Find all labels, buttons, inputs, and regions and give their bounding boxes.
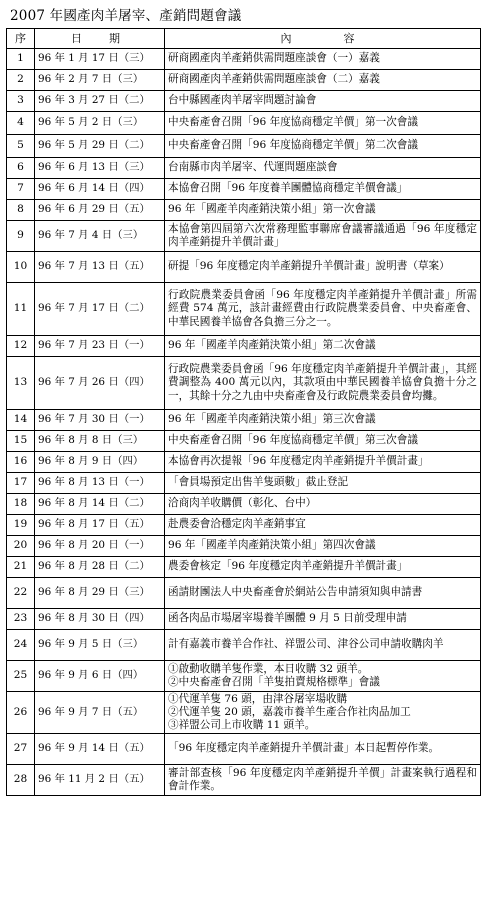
table-header-row bbox=[7, 29, 481, 49]
content-line: 研提「96 年度穩定肉羊產銷提升羊價計畫」說明書（草案） bbox=[168, 260, 450, 273]
row-content bbox=[165, 536, 481, 557]
content-line: ①啟動收購羊隻作業，本日收購 32 頭羊。 bbox=[168, 662, 369, 675]
row-number: 10 bbox=[7, 252, 35, 283]
row-content bbox=[165, 112, 481, 135]
row-number: 28 bbox=[7, 765, 35, 796]
row-date: 96 年 8 月 20 日（一） bbox=[35, 536, 165, 557]
table-row bbox=[7, 431, 481, 452]
content-line: 赴農委會洽穩定肉羊產銷事宜 bbox=[168, 518, 306, 531]
row-date: 96 年 9 月 5 日（三） bbox=[35, 630, 165, 661]
table-row bbox=[7, 252, 481, 283]
row-date: 96 年 5 月 2 日（三） bbox=[35, 112, 165, 135]
row-content bbox=[165, 473, 481, 494]
header-number: 序 bbox=[7, 29, 35, 49]
row-number: 19 bbox=[7, 515, 35, 536]
content-line: 台南縣市肉羊屠宰、代運問題座談會 bbox=[168, 161, 338, 174]
document-title: 2007 年國產肉羊屠宰、產銷問題會議 bbox=[10, 8, 242, 24]
content-line: 96 年「國產羊肉產銷決策小組」第二次會議 bbox=[168, 339, 376, 352]
row-date: 96 年 2 月 7 日（三） bbox=[35, 70, 165, 91]
row-content bbox=[165, 200, 481, 221]
table-row bbox=[7, 494, 481, 515]
content-line: 研商國產肉羊產銷供需問題座談會（一）嘉義 bbox=[168, 52, 380, 65]
content-line: 台中縣國產肉羊屠宰問題討論會 bbox=[168, 94, 317, 107]
row-date: 96 年 6 月 29 日（五） bbox=[35, 200, 165, 221]
row-number: 2 bbox=[7, 70, 35, 91]
content-line: 96 年「國產羊肉產銷決策小組」第四次會議 bbox=[168, 539, 376, 552]
table-row bbox=[7, 734, 481, 765]
row-number: 26 bbox=[7, 692, 35, 734]
table-row bbox=[7, 536, 481, 557]
content-line: 96 年「國產羊肉產銷決策小組」第一次會議 bbox=[168, 203, 376, 216]
table-row bbox=[7, 91, 481, 112]
row-number: 13 bbox=[7, 357, 35, 410]
table-row bbox=[7, 179, 481, 200]
row-date: 96 年 9 月 6 日（四） bbox=[35, 661, 165, 692]
row-content bbox=[165, 630, 481, 661]
row-content bbox=[165, 734, 481, 765]
row-content bbox=[165, 452, 481, 473]
table-row bbox=[7, 578, 481, 609]
row-number: 8 bbox=[7, 200, 35, 221]
row-content bbox=[165, 135, 481, 158]
row-content bbox=[165, 179, 481, 200]
table-row bbox=[7, 661, 481, 692]
row-date: 96 年 7 月 26 日（四） bbox=[35, 357, 165, 410]
row-number: 6 bbox=[7, 158, 35, 179]
row-content bbox=[165, 765, 481, 796]
row-number: 22 bbox=[7, 578, 35, 609]
content-line: 「會員場預定出售羊隻頭數」截止登記 bbox=[168, 476, 349, 489]
content-line: ③祥盟公司上市收購 11 頭羊。 bbox=[168, 719, 316, 732]
row-date: 96 年 8 月 8 日（三） bbox=[35, 431, 165, 452]
content-line: 研商國產肉羊產銷供需問題座談會（二）嘉義 bbox=[168, 73, 380, 86]
content-line: 計有嘉義市養羊合作社、祥盟公司、津谷公司申請收購肉羊 bbox=[168, 638, 444, 651]
row-content bbox=[165, 410, 481, 431]
content-line: 審計部查核「96 年度穩定肉羊產銷提升羊價」計畫案執行過程和會計作業。 bbox=[168, 766, 477, 792]
row-number: 17 bbox=[7, 473, 35, 494]
row-number: 12 bbox=[7, 336, 35, 357]
row-date: 96 年 6 月 14 日（四） bbox=[35, 179, 165, 200]
row-date: 96 年 8 月 29 日（三） bbox=[35, 578, 165, 609]
row-date: 96 年 8 月 17 日（五） bbox=[35, 515, 165, 536]
row-content bbox=[165, 557, 481, 578]
content-line: 洽商肉羊收購價（彰化、台中） bbox=[168, 497, 317, 510]
row-content bbox=[165, 91, 481, 112]
content-line: 96 年「國產羊肉產銷決策小組」第三次會議 bbox=[168, 413, 376, 426]
row-content bbox=[165, 661, 481, 692]
row-number: 5 bbox=[7, 135, 35, 158]
content-line: 本協會召開「96 年度養羊團體協商穩定羊價會議」 bbox=[168, 182, 408, 195]
row-content bbox=[165, 431, 481, 452]
content-line: ②中央畜產會召開「羊隻拍賣規格標準」會議 bbox=[168, 676, 380, 688]
table-row bbox=[7, 221, 481, 252]
row-date: 96 年 7 月 13 日（五） bbox=[35, 252, 165, 283]
row-content bbox=[165, 692, 481, 734]
row-number: 14 bbox=[7, 410, 35, 431]
row-date: 96 年 11 月 2 日（五） bbox=[35, 765, 165, 796]
content-line: 中央畜產會召開「96 年度協商穩定羊價」第二次會議 bbox=[168, 139, 418, 152]
content-line: 本協會再次提報「96 年度穩定肉羊產銷提升羊價計畫」 bbox=[168, 455, 429, 468]
row-content bbox=[165, 70, 481, 91]
content-line: 農委會核定「96 年度穩定肉羊產銷提升羊價計畫」 bbox=[168, 560, 408, 573]
row-content bbox=[165, 158, 481, 179]
content-line: 函請財團法人中央畜產會於網站公告申請須知與申請書 bbox=[168, 586, 423, 599]
table-row bbox=[7, 49, 481, 70]
content-line: ①代運羊隻 76 頭，由津谷屠宰場收購 bbox=[168, 692, 348, 705]
row-date: 96 年 7 月 17 日（二） bbox=[35, 283, 165, 336]
content-line: 「96 年度穩定肉羊產銷提升羊價計畫」本日起暫停作業。 bbox=[168, 742, 440, 755]
row-number: 21 bbox=[7, 557, 35, 578]
meeting-table bbox=[6, 28, 481, 796]
row-content bbox=[165, 49, 481, 70]
row-number: 9 bbox=[7, 221, 35, 252]
row-date: 96 年 5 月 29 日（二） bbox=[35, 135, 165, 158]
table-row bbox=[7, 158, 481, 179]
row-number: 23 bbox=[7, 609, 35, 630]
row-number: 27 bbox=[7, 734, 35, 765]
row-date: 96 年 8 月 30 日（四） bbox=[35, 609, 165, 630]
row-content bbox=[165, 252, 481, 283]
content-line: 中央畜產會召開「96 年度協商穩定羊價」第一次會議 bbox=[168, 116, 418, 129]
table-row bbox=[7, 692, 481, 734]
row-number: 4 bbox=[7, 112, 35, 135]
row-date: 96 年 3 月 27 日（二） bbox=[35, 91, 165, 112]
content-line: 函各肉品市場屠宰場養羊團體 9 月 5 日前受理申請 bbox=[168, 612, 407, 625]
row-number: 11 bbox=[7, 283, 35, 336]
row-date: 96 年 8 月 14 日（二） bbox=[35, 494, 165, 515]
row-date: 96 年 6 月 13 日（三） bbox=[35, 158, 165, 179]
header-date: 日 期 bbox=[35, 29, 165, 49]
table-body bbox=[7, 49, 481, 796]
row-date: 96 年 7 月 4 日（三） bbox=[35, 221, 165, 252]
row-number: 18 bbox=[7, 494, 35, 515]
row-number: 3 bbox=[7, 91, 35, 112]
row-content bbox=[165, 494, 481, 515]
row-date: 96 年 1 月 17 日（三） bbox=[35, 49, 165, 70]
row-number: 15 bbox=[7, 431, 35, 452]
table-row bbox=[7, 135, 481, 158]
row-content bbox=[165, 609, 481, 630]
header-content: 內 容 bbox=[165, 29, 481, 49]
row-content bbox=[165, 221, 481, 252]
content-line: 行政院農業委員會函「96 年度穩定肉羊產銷提升羊價計畫」，其經費調整為 400 萬元以內，其款項由中華民國養羊協會負擔十分之一，其餘十分之九由中央畜產會及行政院農業委員會均攤。 bbox=[168, 363, 477, 402]
row-content bbox=[165, 336, 481, 357]
row-date: 96 年 7 月 30 日（一） bbox=[35, 410, 165, 431]
row-date: 96 年 8 月 28 日（二） bbox=[35, 557, 165, 578]
table-row bbox=[7, 473, 481, 494]
table-row bbox=[7, 452, 481, 473]
table-row bbox=[7, 515, 481, 536]
row-number: 7 bbox=[7, 179, 35, 200]
content-line: ②代運羊隻 20 頭，嘉義市養羊生產合作社肉品加工 bbox=[168, 705, 411, 718]
row-number: 16 bbox=[7, 452, 35, 473]
table-row bbox=[7, 630, 481, 661]
row-date: 96 年 9 月 14 日（五） bbox=[35, 734, 165, 765]
row-number: 20 bbox=[7, 536, 35, 557]
content-line: 行政院農業委員會函「96 年度穩定肉羊產銷提升羊價計畫」所需經費 574 萬元，該計畫經費由行政院農業委員會、中央畜產會、中華民國養羊協會各負擔三分之一。 bbox=[168, 289, 477, 328]
row-content bbox=[165, 578, 481, 609]
table-row bbox=[7, 112, 481, 135]
table-row bbox=[7, 200, 481, 221]
row-date: 96 年 8 月 9 日（四） bbox=[35, 452, 165, 473]
table-row bbox=[7, 765, 481, 796]
row-number: 1 bbox=[7, 49, 35, 70]
table-row bbox=[7, 357, 481, 410]
row-date: 96 年 8 月 13 日（一） bbox=[35, 473, 165, 494]
table-row bbox=[7, 336, 481, 357]
table-row bbox=[7, 609, 481, 630]
table-row bbox=[7, 557, 481, 578]
row-number: 24 bbox=[7, 630, 35, 661]
table-row bbox=[7, 283, 481, 336]
row-number: 25 bbox=[7, 661, 35, 692]
row-date: 96 年 7 月 23 日（一） bbox=[35, 336, 165, 357]
row-content bbox=[165, 515, 481, 536]
row-content bbox=[165, 283, 481, 336]
content-line: 本協會第四屆第六次常務理監事聯席會議審議通過「96 年度穩定肉羊產銷提升羊價計畫」 bbox=[168, 222, 477, 248]
table-row bbox=[7, 410, 481, 431]
row-content bbox=[165, 357, 481, 410]
content-line: 中央畜產會召開「96 年度協商穩定羊價」第三次會議 bbox=[168, 434, 418, 447]
table-row bbox=[7, 70, 481, 91]
row-date: 96 年 9 月 7 日（五） bbox=[35, 692, 165, 734]
